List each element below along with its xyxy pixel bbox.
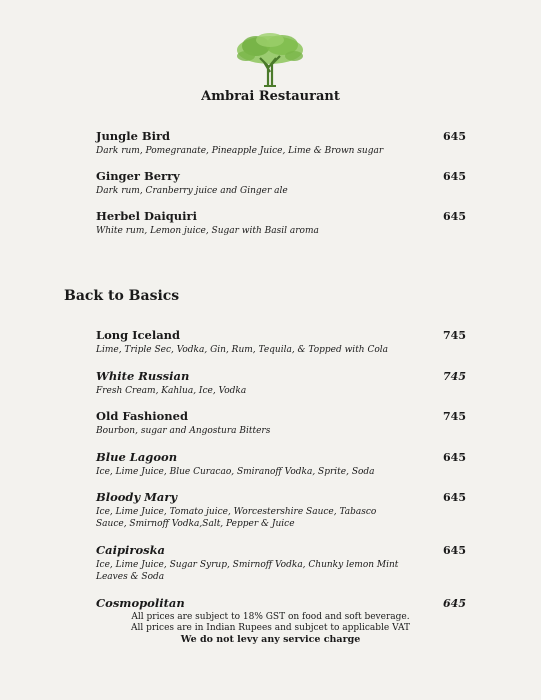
menu-item-herbel-daiquiri [96,209,466,237]
item-name: Old Fashioned [96,409,189,423]
item-description: Fresh Cream, Kahlua, Ice, Vodka [96,386,247,396]
item-name: Long Iceland [96,328,181,342]
pricing-notice [0,612,541,645]
item-name: Herbel Daiquiri [96,209,197,223]
menu-item-blue-lagoon [96,450,466,478]
item-price: 645 [443,451,466,464]
item-price: 645 [443,130,466,143]
item-name: Blue Lagoon [96,450,178,464]
item-price: 745 [443,329,466,342]
restaurant-name: Ambrai Restaurant [201,89,340,104]
gst-notice: All prices are subject to 18% GST on food and soft beverage. [131,612,410,622]
item-description: Ice, Lime Juice, Sugar Syrup, Smirnoff Vodka, Chunky lemon Mint Leaves & Soda [96,560,399,582]
item-name: Ginger Berry [96,169,180,183]
menu-item-old-fashioned [96,409,466,437]
item-description: Lime, Triple Sec, Vodka, Gin, Rum, Tequila, & Topped with Cola [96,345,389,355]
item-description: Ice, Lime Juice, Blue Curacao, Smiranoff Vodka, Sprite, Soda [96,467,375,477]
menu-item-cosmopolitan [96,596,466,610]
menu-item-caipiroska [96,543,466,583]
item-description: Dark rum, Pomegranate, Pineapple Juice, Lime & Brown sugar [96,146,384,156]
tree-icon [234,32,306,88]
item-description: Ice, Lime Juice, Tomato juice, Worcestershire Sauce, Tabasco Sauce, Smirnoff Vodka,Salt, Pepper & Juice [96,507,377,529]
menu-item-ginger-berry [96,169,466,197]
vat-notice: All prices are in Indian Rupees and subjcet to applicable VAT [130,623,411,633]
item-price: 645 [443,210,466,223]
item-price: 645 [443,170,466,183]
item-price: 745 [443,410,466,423]
item-name: Jungle Bird [96,129,171,143]
item-price: 645 [443,597,466,610]
section-heading-back-to-basics: Back to Basics [64,288,180,304]
item-price: 745 [443,370,466,383]
item-name: Caipiroska [96,543,166,557]
item-description: Dark rum, Cranberry juice and Ginger ale [96,186,288,196]
item-name: White Russian [96,369,190,383]
item-description: Bourbon, sugar and Angostura Bitters [96,426,271,436]
item-name: Bloody Mary [96,490,178,504]
item-price: 645 [443,491,466,504]
menu-item-white-russian [96,369,466,397]
item-name: Cosmopolitan [96,596,185,610]
service-charge-notice: We do not levy any service charge [180,634,361,645]
item-price: 645 [443,544,466,557]
menu-item-long-iceland [96,328,466,356]
menu-item-bloody-mary [96,490,466,530]
menu-item-jungle-bird [96,129,466,157]
item-description: White rum, Lemon juice, Sugar with Basil aroma [96,226,319,236]
